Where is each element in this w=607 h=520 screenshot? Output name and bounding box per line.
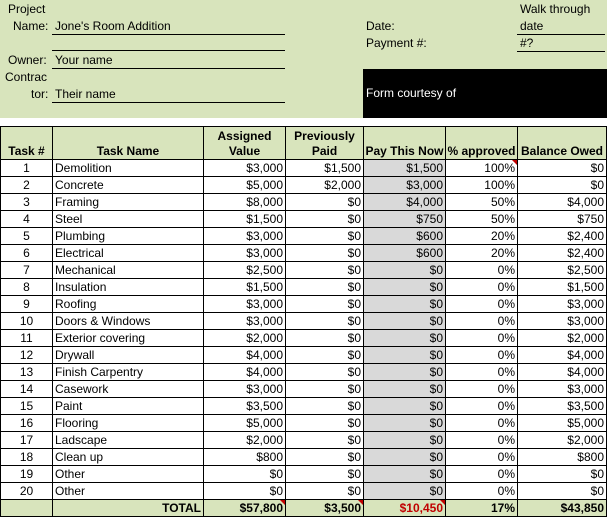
task-name-cell[interactable]: Plumbing: [53, 228, 204, 245]
table-row: [1, 381, 607, 398]
previously-paid-cell[interactable]: $0: [286, 449, 364, 466]
project-label: Project: [8, 2, 46, 16]
task-name-cell[interactable]: Paint: [53, 398, 204, 415]
totals-label: TOTAL: [53, 500, 204, 517]
pay-this-now-cell[interactable]: $0: [364, 330, 446, 347]
percent-approved-cell[interactable]: 0%: [446, 296, 518, 313]
previously-paid-cell[interactable]: $0: [286, 211, 364, 228]
pay-this-now-cell[interactable]: $750: [364, 211, 446, 228]
percent-approved-cell[interactable]: 50%: [446, 211, 518, 228]
task-number-cell[interactable]: 14: [1, 381, 53, 398]
table-row: [1, 279, 607, 296]
walk-through-label-2: date: [520, 19, 544, 33]
task-name-cell[interactable]: Insulation: [53, 279, 204, 296]
walk-date-underline: [517, 34, 605, 35]
assigned-value-cell[interactable]: $3,500: [204, 398, 286, 415]
task-name-cell[interactable]: Ladscape: [53, 432, 204, 449]
table-row: [1, 194, 607, 211]
contractor-label-1: Contrac: [5, 70, 48, 84]
balance-owed-cell[interactable]: $0: [518, 466, 607, 483]
col-pay-this-now: Pay This Now: [364, 127, 446, 160]
previously-paid-cell[interactable]: $0: [286, 262, 364, 279]
assigned-value-cell[interactable]: $1,500: [204, 279, 286, 296]
previously-paid-cell[interactable]: $1,500: [286, 160, 364, 177]
task-number-cell[interactable]: 16: [1, 415, 53, 432]
date-label: Date:: [366, 19, 395, 33]
assigned-value-cell[interactable]: $2,000: [204, 432, 286, 449]
table-row: [1, 262, 607, 279]
assigned-value-cell[interactable]: $3,000: [204, 313, 286, 330]
assigned-value-cell[interactable]: $1,500: [204, 211, 286, 228]
table-row: [1, 364, 607, 381]
total-assigned[interactable]: $57,800: [204, 500, 286, 517]
balance-owed-cell[interactable]: $3,500: [518, 398, 607, 415]
table-row: [1, 347, 607, 364]
pay-this-now-cell[interactable]: $0: [364, 279, 446, 296]
task-name-cell[interactable]: Clean up: [53, 449, 204, 466]
payment-table: [0, 126, 607, 517]
previously-paid-cell[interactable]: $0: [286, 330, 364, 347]
col-balance-owed: Balance Owed: [518, 127, 607, 160]
task-number-cell[interactable]: 13: [1, 364, 53, 381]
table-header-row: [1, 127, 607, 160]
task-name-cell[interactable]: Steel: [53, 211, 204, 228]
balance-owed-cell[interactable]: $3,000: [518, 381, 607, 398]
previously-paid-cell[interactable]: $0: [286, 279, 364, 296]
owner-underline: [52, 68, 285, 69]
pay-this-now-cell[interactable]: $0: [364, 415, 446, 432]
task-number-cell[interactable]: 19: [1, 466, 53, 483]
table-row: [1, 483, 607, 500]
task-number-cell[interactable]: 7: [1, 262, 53, 279]
pay-this-now-cell[interactable]: $0: [364, 313, 446, 330]
table-row: [1, 245, 607, 262]
assigned-value-cell[interactable]: $4,000: [204, 347, 286, 364]
pay-this-now-cell[interactable]: $3,000: [364, 177, 446, 194]
assigned-value-cell[interactable]: $3,000: [204, 296, 286, 313]
percent-approved-cell[interactable]: 0%: [446, 364, 518, 381]
balance-owed-cell[interactable]: $750: [518, 211, 607, 228]
courtesy-banner: [363, 69, 607, 118]
assigned-value-cell[interactable]: $3,000: [204, 245, 286, 262]
previously-paid-cell[interactable]: $0: [286, 415, 364, 432]
contractor-label-2: tor:: [31, 87, 49, 101]
payment-label: Payment #:: [366, 36, 427, 50]
task-number-cell[interactable]: 10: [1, 313, 53, 330]
percent-approved-cell[interactable]: 50%: [446, 194, 518, 211]
task-number-cell[interactable]: 8: [1, 279, 53, 296]
pay-this-now-cell[interactable]: $0: [364, 381, 446, 398]
percent-approved-cell[interactable]: 20%: [446, 245, 518, 262]
total-balance-owed[interactable]: $43,850: [518, 500, 607, 517]
balance-owed-cell[interactable]: $0: [518, 160, 607, 177]
task-number-cell[interactable]: 9: [1, 296, 53, 313]
assigned-value-cell[interactable]: $0: [204, 466, 286, 483]
assigned-value-cell[interactable]: $2,000: [204, 330, 286, 347]
assigned-value-cell[interactable]: $8,000: [204, 194, 286, 211]
pay-this-now-cell[interactable]: $0: [364, 262, 446, 279]
balance-owed-cell[interactable]: $3,000: [518, 296, 607, 313]
project-name-underline-2: [52, 50, 285, 51]
table-row: [1, 313, 607, 330]
assigned-value-cell[interactable]: $5,000: [204, 415, 286, 432]
col-previously-paid: Previously Paid: [286, 127, 364, 160]
previously-paid-cell[interactable]: $0: [286, 313, 364, 330]
table-row: [1, 466, 607, 483]
project-name-field[interactable]: Jone's Room Addition: [55, 19, 171, 33]
table-body: [1, 160, 607, 500]
balance-owed-cell[interactable]: $0: [518, 177, 607, 194]
task-name-cell[interactable]: Roofing: [53, 296, 204, 313]
percent-approved-cell[interactable]: 0%: [446, 313, 518, 330]
previously-paid-cell[interactable]: $0: [286, 466, 364, 483]
task-name-cell[interactable]: Mechanical: [53, 262, 204, 279]
col-task-num: Task #: [1, 127, 53, 160]
percent-approved-cell[interactable]: 0%: [446, 279, 518, 296]
col-percent-approved: % approved: [446, 127, 518, 160]
task-number-cell[interactable]: 12: [1, 347, 53, 364]
balance-owed-cell[interactable]: $3,000: [518, 313, 607, 330]
task-number-cell[interactable]: 6: [1, 245, 53, 262]
pay-this-now-cell[interactable]: $0: [364, 398, 446, 415]
table-row: [1, 177, 607, 194]
totals-row: [1, 500, 607, 517]
task-number-cell[interactable]: 11: [1, 330, 53, 347]
task-name-cell[interactable]: Exterior covering: [53, 330, 204, 347]
pay-this-now-cell[interactable]: $0: [364, 296, 446, 313]
task-name-cell[interactable]: Framing: [53, 194, 204, 211]
walk-number-underline: [517, 51, 605, 52]
percent-approved-cell[interactable]: 0%: [446, 381, 518, 398]
courtesy-text: Form courtesy of: [366, 86, 457, 100]
task-name-cell[interactable]: Other: [53, 483, 204, 500]
percent-approved-cell[interactable]: 100%: [446, 160, 518, 177]
task-name-cell[interactable]: Demolition: [53, 160, 204, 177]
percent-approved-cell[interactable]: 20%: [446, 228, 518, 245]
table-row: [1, 432, 607, 449]
table-row: [1, 160, 607, 177]
task-name-cell[interactable]: Other: [53, 466, 204, 483]
previously-paid-cell[interactable]: $0: [286, 432, 364, 449]
total-percent-approved[interactable]: 17%: [446, 500, 518, 517]
previously-paid-cell[interactable]: $0: [286, 483, 364, 500]
balance-owed-cell[interactable]: $2,500: [518, 262, 607, 279]
table-row: [1, 330, 607, 347]
pay-this-now-cell[interactable]: $0: [364, 466, 446, 483]
task-number-cell[interactable]: 2: [1, 177, 53, 194]
percent-approved-cell[interactable]: 0%: [446, 262, 518, 279]
assigned-value-cell[interactable]: $800: [204, 449, 286, 466]
assigned-value-cell[interactable]: $4,000: [204, 364, 286, 381]
previously-paid-cell[interactable]: $2,000: [286, 177, 364, 194]
percent-approved-cell[interactable]: 0%: [446, 466, 518, 483]
walk-through-field[interactable]: #?: [520, 36, 534, 50]
balance-owed-cell[interactable]: $4,000: [518, 194, 607, 211]
total-previously-paid[interactable]: $3,500: [286, 500, 364, 517]
pay-this-now-cell[interactable]: $0: [364, 483, 446, 500]
pay-this-now-cell[interactable]: $0: [364, 449, 446, 466]
assigned-value-cell[interactable]: $3,000: [204, 228, 286, 245]
pay-this-now-cell[interactable]: $0: [364, 347, 446, 364]
balance-owed-cell[interactable]: $800: [518, 449, 607, 466]
balance-owed-cell[interactable]: $2,000: [518, 330, 607, 347]
percent-approved-cell[interactable]: 0%: [446, 483, 518, 500]
task-name-cell[interactable]: Drywall: [53, 347, 204, 364]
task-number-cell[interactable]: 17: [1, 432, 53, 449]
balance-owed-cell[interactable]: $0: [518, 483, 607, 500]
task-number-cell[interactable]: 1: [1, 160, 53, 177]
assigned-value-cell[interactable]: $3,000: [204, 381, 286, 398]
assigned-value-cell[interactable]: $2,500: [204, 262, 286, 279]
task-name-cell[interactable]: Finish Carpentry: [53, 364, 204, 381]
balance-owed-cell[interactable]: $2,400: [518, 228, 607, 245]
percent-approved-cell[interactable]: 0%: [446, 449, 518, 466]
total-pay-this-now[interactable]: $10,450: [364, 500, 446, 517]
task-name-cell[interactable]: Flooring: [53, 415, 204, 432]
task-number-cell[interactable]: 18: [1, 449, 53, 466]
owner-label: Owner:: [8, 53, 47, 67]
table-row: [1, 415, 607, 432]
table-row: [1, 296, 607, 313]
task-number-cell[interactable]: 15: [1, 398, 53, 415]
pay-this-now-cell[interactable]: $0: [364, 364, 446, 381]
balance-owed-cell[interactable]: $4,000: [518, 364, 607, 381]
assigned-value-cell[interactable]: $3,000: [204, 160, 286, 177]
task-number-cell[interactable]: 4: [1, 211, 53, 228]
walk-through-label: Walk through: [520, 2, 591, 16]
previously-paid-cell[interactable]: $0: [286, 228, 364, 245]
assigned-value-cell[interactable]: $0: [204, 483, 286, 500]
percent-approved-cell[interactable]: 0%: [446, 330, 518, 347]
table-row: [1, 398, 607, 415]
table-row: [1, 211, 607, 228]
balance-owed-cell[interactable]: $5,000: [518, 415, 607, 432]
name-label: Name:: [13, 19, 49, 33]
task-name-cell[interactable]: Concrete: [53, 177, 204, 194]
percent-approved-cell[interactable]: 0%: [446, 432, 518, 449]
previously-paid-cell[interactable]: $0: [286, 364, 364, 381]
totals-empty-cell: [1, 500, 53, 517]
pay-this-now-cell[interactable]: $0: [364, 432, 446, 449]
percent-approved-cell[interactable]: 0%: [446, 347, 518, 364]
col-assigned-value: Assigned Value: [204, 127, 286, 160]
assigned-value-cell[interactable]: $5,000: [204, 177, 286, 194]
pay-this-now-cell[interactable]: $600: [364, 228, 446, 245]
pay-this-now-cell[interactable]: $4,000: [364, 194, 446, 211]
owner-field[interactable]: Your name: [55, 53, 113, 67]
task-number-cell[interactable]: 20: [1, 483, 53, 500]
contractor-field[interactable]: Their name: [55, 87, 116, 101]
balance-owed-cell[interactable]: $2,000: [518, 432, 607, 449]
header-spacer: [0, 118, 607, 126]
task-name-cell[interactable]: Doors & Windows: [53, 313, 204, 330]
project-name-underline: [52, 34, 285, 35]
task-number-cell[interactable]: 3: [1, 194, 53, 211]
task-name-cell[interactable]: Casework: [53, 381, 204, 398]
balance-owed-cell[interactable]: $4,000: [518, 347, 607, 364]
previously-paid-cell[interactable]: $0: [286, 194, 364, 211]
balance-owed-cell[interactable]: $2,400: [518, 245, 607, 262]
previously-paid-cell[interactable]: $0: [286, 398, 364, 415]
percent-approved-cell[interactable]: 100%: [446, 177, 518, 194]
previously-paid-cell[interactable]: $0: [286, 347, 364, 364]
task-name-cell[interactable]: Electrical: [53, 245, 204, 262]
previously-paid-cell[interactable]: $0: [286, 296, 364, 313]
contractor-underline: [52, 102, 285, 103]
col-task-name: Task Name: [53, 127, 204, 160]
table-row: [1, 449, 607, 466]
pay-this-now-cell[interactable]: $600: [364, 245, 446, 262]
table-row: [1, 228, 607, 245]
balance-owed-cell[interactable]: $1,500: [518, 279, 607, 296]
previously-paid-cell[interactable]: $0: [286, 381, 364, 398]
pay-this-now-cell[interactable]: $1,500: [364, 160, 446, 177]
percent-approved-cell[interactable]: 0%: [446, 398, 518, 415]
previously-paid-cell[interactable]: $0: [286, 245, 364, 262]
task-number-cell[interactable]: 5: [1, 228, 53, 245]
percent-approved-cell[interactable]: 0%: [446, 415, 518, 432]
